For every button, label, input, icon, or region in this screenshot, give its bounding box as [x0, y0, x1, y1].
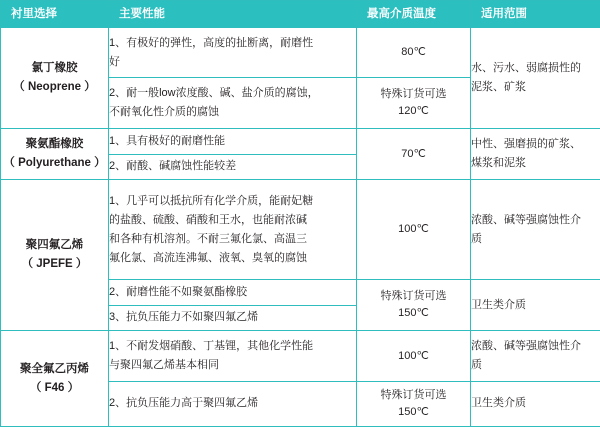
property-text-line: 不耐氧化性介质的腐蚀	[109, 106, 219, 119]
scope-text-line: 泥浆、矿浆	[471, 80, 526, 93]
property-text-line: 1、几乎可以抵抗所有化学介质，能耐妃糖	[109, 194, 314, 207]
scope-cell	[471, 28, 600, 129]
property-text-line: 氟化氯、高流连沸氟、液氧、臭氧的腐蚀	[109, 251, 307, 264]
column-header-properties	[109, 1, 357, 28]
property-text-line: 和各种有机溶剂。不耐三氟化氯、高温三	[109, 232, 307, 245]
temperature-value: 150℃	[398, 307, 429, 320]
property-text-line: 的盐酸、硫酸、硝酸和王水，也能耐浓碱	[109, 213, 307, 226]
temperature-note: 特殊订货可选	[380, 88, 447, 101]
column-header-scope	[471, 1, 600, 28]
column-header-max-temp-label: 最高介质温度	[367, 8, 436, 20]
temperature-value: 80℃	[401, 46, 426, 59]
property-text-line: 与聚四氟乙烯基本相同	[109, 359, 219, 372]
temperature-value: 100℃	[398, 349, 429, 362]
table-body	[1, 28, 600, 427]
temperature-value: 120℃	[398, 105, 429, 118]
property-text-line: 2、耐一般low浓度酸、碱、盐介质的腐蚀，	[109, 87, 319, 100]
material-cell-polyurethane	[1, 128, 109, 180]
property-text-line: 好	[109, 55, 120, 68]
table-header-row	[1, 1, 600, 28]
material-name: 聚全氟乙丙烯	[20, 362, 89, 375]
property-cell	[109, 78, 357, 128]
material-name-en: （ JPEFE ）	[21, 258, 88, 271]
scope-cell	[471, 279, 600, 331]
temperature-value: 150℃	[398, 405, 429, 418]
property-cell	[109, 154, 357, 180]
material-name: 聚氨酯橡胶	[25, 138, 84, 150]
column-header-lining	[1, 1, 109, 28]
temperature-cell	[357, 128, 471, 180]
table-row	[1, 180, 600, 279]
property-text-line: 2、耐磨性能不如聚氨酯橡胶	[109, 285, 248, 298]
scope-text-line: 煤浆和泥浆	[471, 157, 526, 169]
temperature-note: 特殊订货可选	[380, 290, 447, 303]
scope-cell	[471, 180, 600, 279]
column-header-scope-label: 适用范围	[481, 8, 527, 20]
scope-text-line: 质	[471, 359, 482, 372]
table-row	[1, 28, 600, 78]
property-text-line: 2、耐酸、碱腐蚀性能较差	[109, 160, 237, 173]
scope-text-line: 卫生类介质	[471, 397, 526, 410]
property-cell	[109, 381, 357, 426]
property-cell	[109, 28, 357, 78]
temperature-value: 100℃	[398, 223, 429, 236]
scope-text-line: 水、污水、弱腐损性的	[471, 61, 581, 74]
material-name-en: （ Neoprene ）	[13, 80, 96, 93]
material-name: 聚四氟乙烯	[25, 239, 84, 252]
table-header	[1, 1, 600, 28]
property-text-line: 3、抗负压能力不如聚四氟乙烯	[109, 311, 259, 324]
material-name-en: （ Polyurethane ）	[3, 157, 106, 169]
temperature-cell	[357, 381, 471, 426]
temperature-note: 特殊订货可选	[380, 388, 447, 401]
column-header-lining-label: 衬里选择	[11, 8, 57, 20]
material-cell-neoprene	[1, 28, 109, 129]
property-text-line: 1、有极好的弹性，高度的扯断离，耐磨性	[109, 36, 314, 49]
scope-text-line: 质	[471, 232, 482, 245]
property-text-line: 1、具有极好的耐磨性能	[109, 134, 226, 147]
temperature-cell	[357, 78, 471, 128]
property-cell	[109, 180, 357, 279]
temperature-cell	[357, 279, 471, 331]
scope-text-line: 浓酸、碱等强腐蚀性介	[471, 213, 581, 226]
table-row	[1, 128, 600, 154]
property-text-line: 2、抗负压能力高于聚四氟乙烯	[109, 397, 259, 410]
material-name-en: （ F46 ）	[29, 381, 80, 394]
property-text-line: 1、不耐发烟硝酸、丁基锂，其他化学性能	[109, 340, 314, 353]
scope-cell	[471, 381, 600, 426]
scope-cell	[471, 128, 600, 180]
material-name: 氯丁橡胶	[31, 61, 78, 74]
scope-text-line: 浓酸、碱等强腐蚀性介	[471, 340, 581, 353]
scope-cell	[471, 331, 600, 381]
property-cell	[109, 128, 357, 154]
scope-text-line: 卫生类介质	[471, 298, 526, 311]
material-cell-fep	[1, 331, 109, 427]
column-header-properties-label: 主要性能	[119, 8, 165, 20]
property-cell	[109, 331, 357, 381]
temperature-cell	[357, 28, 471, 78]
table-row	[1, 331, 600, 381]
temperature-cell	[357, 180, 471, 279]
material-cell-ptfe	[1, 180, 109, 331]
property-cell	[109, 279, 357, 305]
scope-text-line: 中性、强磨损的矿浆、	[471, 138, 581, 150]
property-cell	[109, 305, 357, 331]
column-header-max-temp	[357, 1, 471, 28]
temperature-cell	[357, 331, 471, 381]
temperature-value: 70℃	[401, 147, 426, 160]
